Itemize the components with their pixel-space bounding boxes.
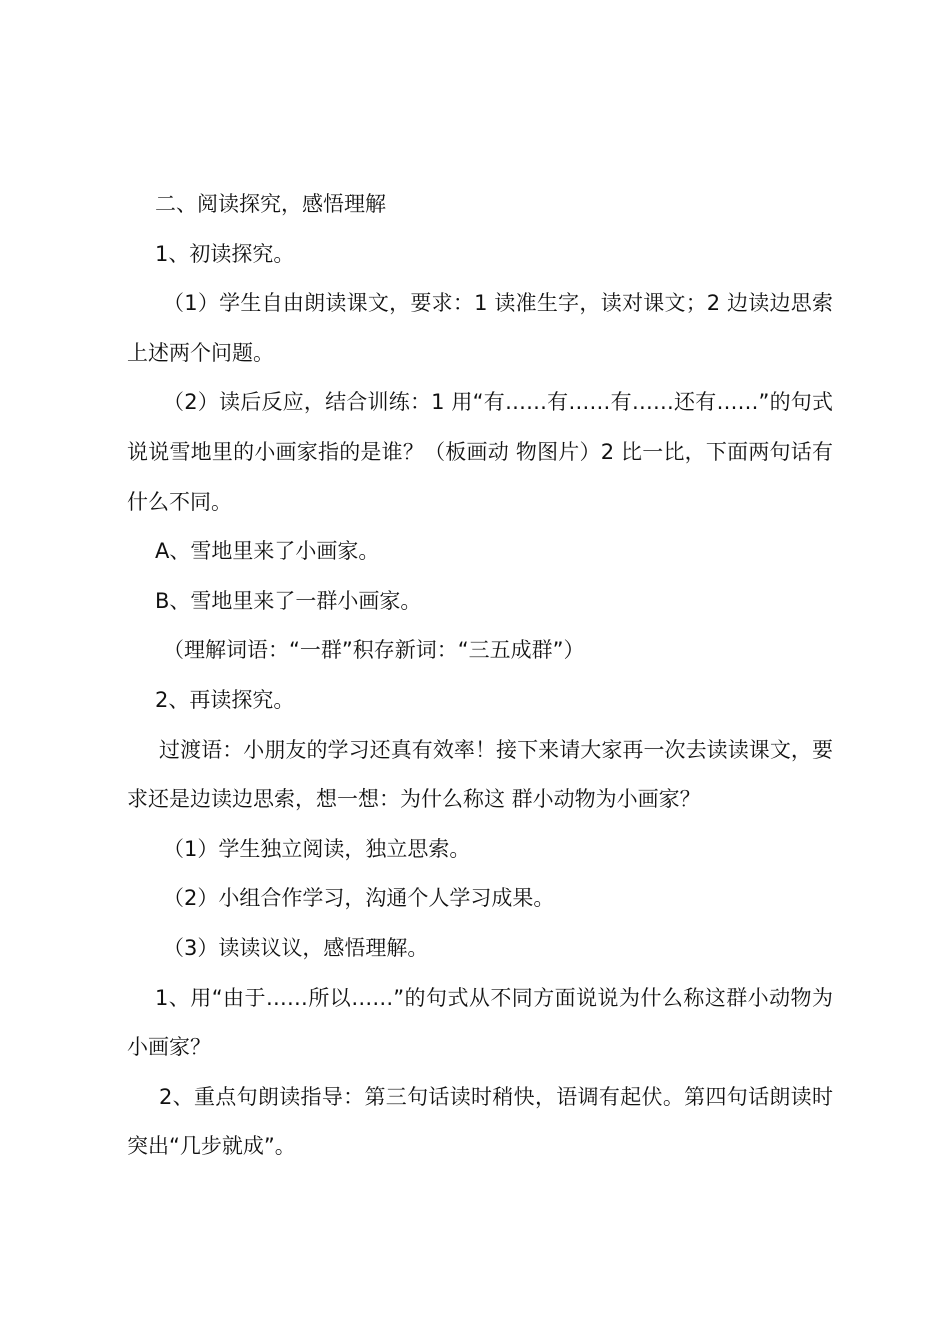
paragraph-discussion: （3）读读议议，感悟理解。 bbox=[163, 935, 429, 960]
paragraph-reading-response: （2）读后反应，结合训练：1 用“有……有……有……还有……”的句式说说雪地里的小画家指的是谁？（板画动 物图片）2 比一比，下面两句话有什么不同。 bbox=[127, 390, 833, 514]
document-body bbox=[127, 180, 833, 1172]
example-sentence-a: A、雪地里来了小画家。 bbox=[155, 539, 380, 564]
paragraph-independent-reading: （1）学生独立阅读，独立思索。 bbox=[163, 836, 471, 861]
example-sentence-b: B、雪地里来了一群小画家。 bbox=[155, 588, 422, 613]
section-heading: 二、阅读探究，感悟理解 bbox=[155, 192, 386, 216]
paragraph-transition: 过渡语：小朋友的学习还真有效率！接下来请大家再一次去读读课文，要求还是边读边思索，想一想：为什么称这 群小动物为小画家？ bbox=[127, 737, 833, 812]
paragraph-group-work: （2）小组合作学习，沟通个人学习成果。 bbox=[163, 886, 555, 911]
paragraph-free-reading: （1）学生自由朗读课文，要求：1 读准生字，读对课文；2 边读边思索上述两个问题。 bbox=[127, 291, 833, 365]
paragraph-reading-guidance: 2、重点句朗读指导：第三句话读时稍快，语调有起伏。第四句话朗读时突出“几步就成”。 bbox=[127, 1084, 833, 1159]
step-heading-first-reading: 1、初读探究。 bbox=[155, 241, 295, 266]
step-heading-rereading: 2、再读探究。 bbox=[155, 687, 295, 712]
paragraph-sentence-pattern: 1、用“由于……所以……”的句式从不同方面说说为什么称这群小动物为小画家？ bbox=[127, 985, 833, 1060]
vocabulary-note: （理解词语：“一群”积存新词：“三五成群”） bbox=[163, 638, 585, 663]
